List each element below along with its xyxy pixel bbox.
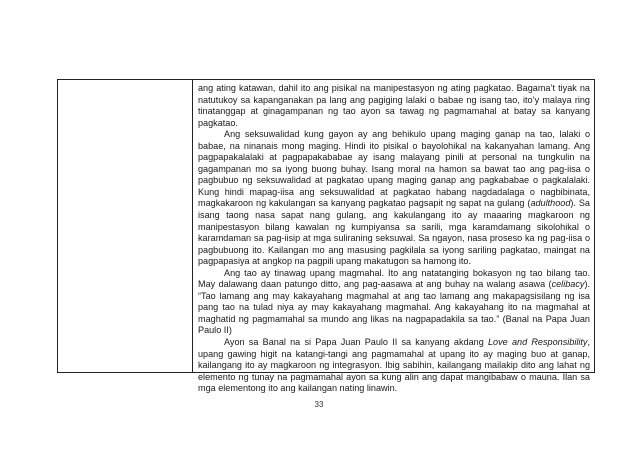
paragraph <box>198 337 590 395</box>
paragraph-text: ang ating katawan, dahil ito ang pisikal na manipestasyon ng ating pagkatao. Bagama’t tiyak na natutukoy sa kapanganakan pa lang ang pagiging lalaki o babae ng isang tao, ito’y malaya ring tinatanggap at ginagampanan ng tao ayon sa tawag ng pagmamahal at batay sa kanyang pagkatao. <box>198 83 590 128</box>
italic-book-title: Love and Responsibility <box>488 337 588 348</box>
text-column <box>193 80 594 394</box>
page-number: 33 <box>314 400 324 409</box>
paragraph-text: , upang gawing higit na katangi-tangi ang pagmamahal at upang ito ay maging buo at ganap, kailangang ito ay magkaroon ng integrasyon. Ibig sabihin, kailangang mailakip dito ang lahat ng elemento ng tunay na pagmamahal ayon sa kung alin ang dapat mangibabaw o mauna. Ilan sa mga elementong ito ang kailangan nating linawin. <box>198 337 590 394</box>
italic-term: celibacy <box>551 279 585 290</box>
content-table <box>57 79 595 394</box>
paragraph-text: Ang seksuwalidad kung gayon ay ang behikulo upang maging ganap na tao, lalaki o babae, na ninanais mong maging. Hindi ito pisikal o bayolohikal na kakanyahan lamang. Ang pagpapakalalaki at pagpapakababae ay isang malayang pinili at personal na tungkulin na gagampanan mo sa iyong buong buhay. Isang moral na hamon sa bawat tao ang pag-iisa o pagbubuo ng seksuwalidad at pagkatao upang maging ganap ang pagkababae o pagkalalaki. Kung hindi mapag-iisa ang seksuwalidad at pagkatao habang nagdadalaga o nagbibinata, magkakaroon ng kakulangan sa kanyang pagkatao pagsapit ng sapat na gulang ( <box>198 129 590 209</box>
paragraph-text: ). Sa isang taong nasa sapat nang gulang, ang kakulangang ito ay maaaring magkaroon ng manipestasyon bilang kawalan ng kumpiyansa sa sarili, mga karamdamang sikolohikal o karamdaman sa pag-iisip at mga suliraning seksuwal. Sa ngayon, nasa proseso ka ng pag-iisa o pagbubuong ito. Kailangan mo ang masusing pagkilala sa iyong sariling pagkatao, maingat na pagpapasiya at angkop na pagpili upang makatugon sa hamong ito. <box>198 198 590 267</box>
italic-term: adulthood <box>530 198 571 209</box>
paragraph-text: ). “Tao lamang ang may kakayahang magmahal at ang tao lamang ang makapagsisilang ng isa pang tao na tulad niya ay may kakayahang magmahal. Ang kakayahang ito na magmahal at maghatid ng pagmamahal sa mundo ang likas na nagpapadakila sa tao.” (Banal na Papa Juan Paulo II) <box>198 279 590 336</box>
paragraph-text: Ang tao ay tinawag upang magmahal. Ito ang natatanging bokasyon ng tao bilang tao. May dalawang daan patungo ditto, ang pag-aasawa at ang buhay na walang asawa ( <box>198 267 590 290</box>
paragraph-text: Ayon sa Banal na si Papa Juan Paulo II sa kanyang akdang <box>224 337 488 348</box>
paragraph <box>198 268 590 337</box>
empty-left-column <box>58 80 193 372</box>
paragraph <box>198 83 590 129</box>
paragraph <box>198 129 590 268</box>
